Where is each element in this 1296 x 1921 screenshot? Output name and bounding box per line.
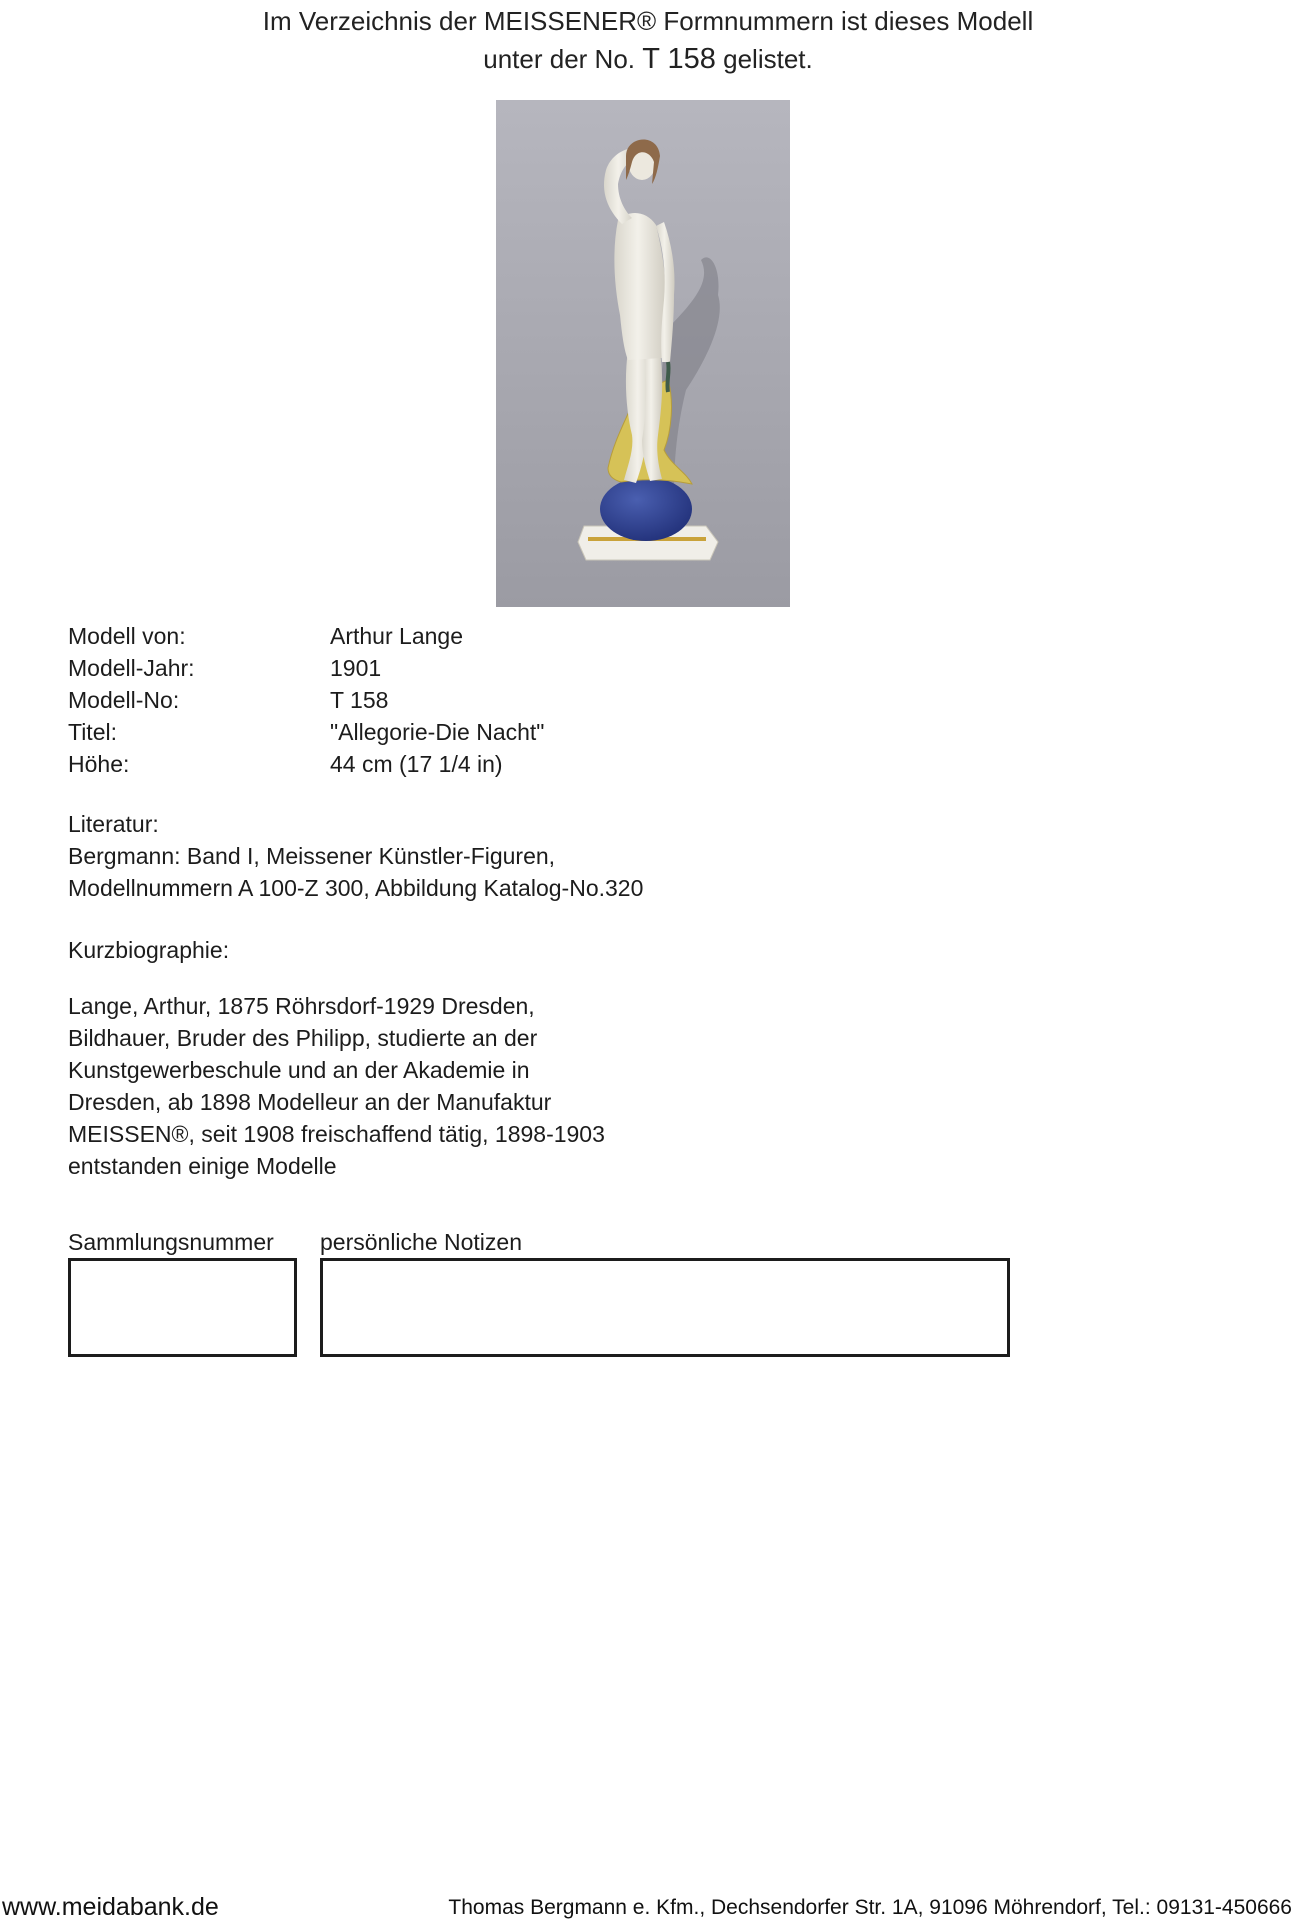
detail-value: 1901 bbox=[330, 655, 382, 681]
detail-row-year bbox=[68, 652, 544, 684]
detail-label: Modell von: bbox=[68, 623, 186, 649]
detail-label: Höhe: bbox=[68, 751, 130, 777]
header-line-1: Im Verzeichnis der MEISSENER® Formnummern ist dieses Modell bbox=[262, 6, 1034, 36]
detail-value: 44 cm (17 1/4 in) bbox=[330, 751, 503, 777]
detail-value: Arthur Lange bbox=[330, 623, 463, 649]
biography-heading: Kurzbiographie: bbox=[68, 937, 230, 963]
biography-text: Lange, Arthur, 1875 Röhrsdorf-1929 Dresden, Bildhauer, Bruder des Philipp, studierte an der Kunstgewerbeschule und an der Akademie in Dresden, ab 1898 Modelleur an der Manufaktur MEISSEN®, seit 1908 freischaffend tätig, 1898-1903 entstanden einige Modelle bbox=[68, 993, 605, 1179]
detail-value: T 158 bbox=[330, 687, 389, 713]
footer-website-link[interactable]: www.meidabank.de bbox=[2, 1893, 219, 1921]
literature-heading: Literatur: bbox=[68, 811, 159, 837]
footer-address: Thomas Bergmann e. Kfm., Dechsendorfer Str. 1A, 91096 Möhrendorf, Tel.: 09131-450666 bbox=[448, 1896, 1292, 1919]
collection-number-field[interactable] bbox=[68, 1258, 297, 1357]
page-header bbox=[0, 2, 1296, 78]
header-line-2 bbox=[0, 40, 1296, 78]
hand-ornament bbox=[667, 362, 668, 392]
detail-value: "Allegorie-Die Nacht" bbox=[330, 719, 545, 745]
literature-text: Bergmann: Band I, Meissener Künstler-Figuren, Modellnummern A 100-Z 300, Abbildung Katalog-No.320 bbox=[68, 843, 644, 901]
detail-label: Modell-Jahr: bbox=[68, 655, 195, 681]
detail-row-height bbox=[68, 748, 544, 780]
detail-row-model-no bbox=[68, 684, 544, 716]
detail-label: Modell-No: bbox=[68, 687, 180, 713]
globe bbox=[600, 477, 692, 541]
detail-row-title bbox=[68, 716, 544, 748]
header-prefix: unter der No. bbox=[483, 44, 636, 74]
header-suffix: gelistet. bbox=[723, 44, 813, 74]
collection-number-label: Sammlungsnummer bbox=[68, 1229, 274, 1255]
model-code: T 158 bbox=[642, 43, 716, 75]
personal-notes-label: persönliche Notizen bbox=[320, 1229, 523, 1255]
model-details bbox=[68, 620, 544, 780]
personal-notes-field[interactable] bbox=[320, 1258, 1010, 1357]
figurine-photo bbox=[496, 100, 790, 607]
detail-row-artist bbox=[68, 620, 544, 652]
detail-label: Titel: bbox=[68, 719, 117, 745]
